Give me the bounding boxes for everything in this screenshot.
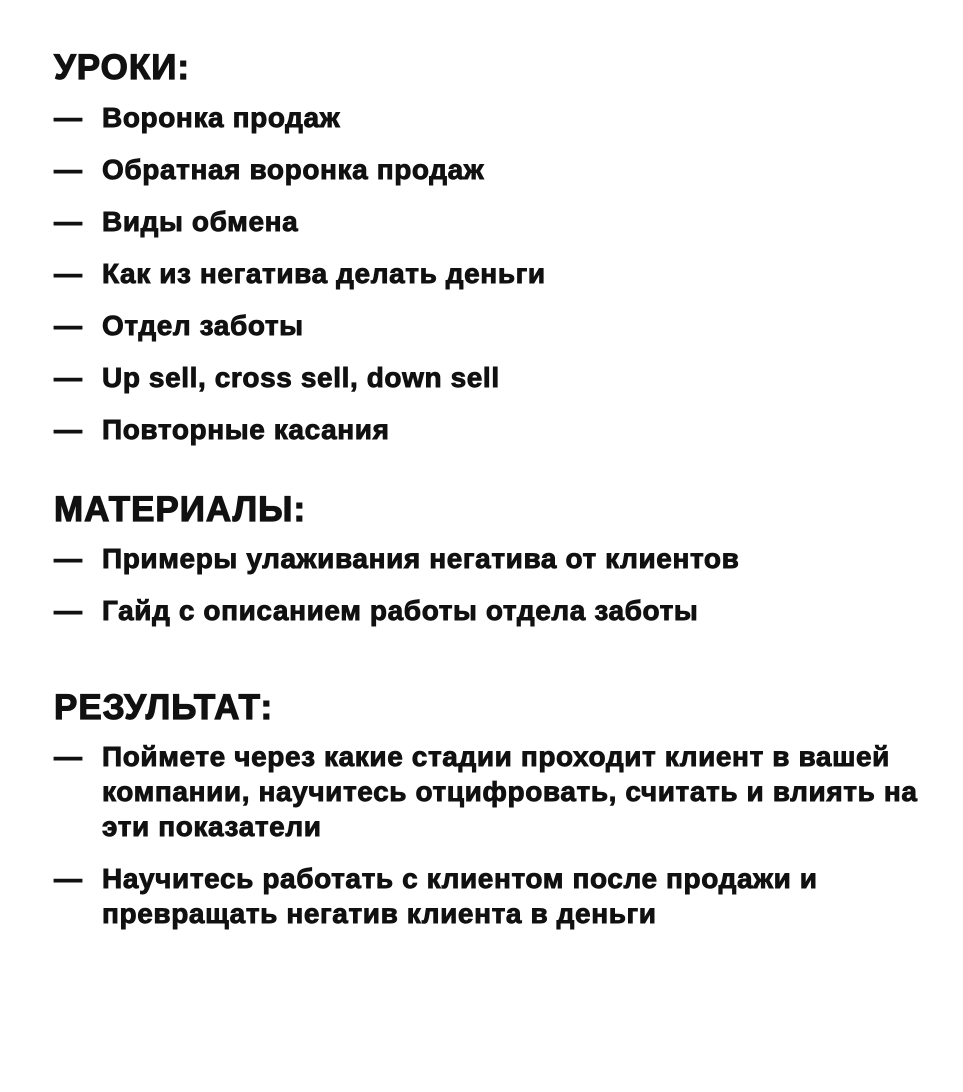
list-item-text: Воронка продаж	[102, 102, 341, 133]
dash-marker: —	[54, 206, 83, 237]
list-item	[54, 256, 934, 291]
dash-marker: —	[54, 863, 83, 894]
list-item-text: Как из негатива делать деньги	[102, 258, 546, 289]
list-item-text: Поймете через какие стадии проходит клиент в вашей компании, научитесь отцифровать, считать и влиять на эти показатели	[102, 741, 918, 842]
dash-marker: —	[54, 543, 83, 574]
materials-title: МАТЕРИАЛЫ:	[54, 490, 307, 529]
dash-marker: —	[54, 362, 83, 393]
dash-marker: —	[54, 154, 83, 185]
lessons-list	[54, 100, 934, 447]
list-item	[54, 360, 934, 395]
list-item	[54, 204, 934, 239]
dash-marker: —	[54, 414, 83, 445]
list-item	[54, 593, 934, 628]
list-item-text: Гайд с описанием работы отдела заботы	[102, 595, 699, 626]
list-item-text: Обратная воронка продаж	[102, 154, 485, 185]
dash-marker: —	[54, 595, 83, 626]
lessons-section	[54, 48, 934, 447]
materials-list	[54, 541, 934, 628]
list-item	[54, 861, 932, 931]
list-item-text: Up sell, cross sell, down sell	[102, 362, 500, 393]
program-page	[54, 48, 934, 931]
list-item-text: Повторные касания	[102, 414, 390, 445]
list-item	[54, 541, 822, 576]
lessons-title: УРОКИ:	[54, 48, 191, 87]
list-item-text: Виды обмена	[102, 206, 299, 237]
list-item	[54, 308, 934, 343]
dash-marker: —	[54, 310, 83, 341]
result-section	[54, 688, 934, 931]
list-item-text: Примеры улаживания негатива от клиентов	[102, 543, 740, 574]
dash-marker: —	[54, 102, 83, 133]
result-title: РЕЗУЛЬТАТ:	[54, 688, 274, 727]
list-item	[54, 739, 922, 844]
dash-marker: —	[54, 741, 83, 772]
materials-section	[54, 490, 934, 628]
result-list	[54, 739, 934, 931]
list-item	[54, 100, 934, 135]
list-item-text: Научитесь работать с клиентом после продажи и превращать негатив клиента в деньги	[102, 863, 818, 929]
list-item-text: Отдел заботы	[102, 310, 304, 341]
list-item	[54, 412, 934, 447]
dash-marker: —	[54, 258, 83, 289]
list-item	[54, 152, 934, 187]
